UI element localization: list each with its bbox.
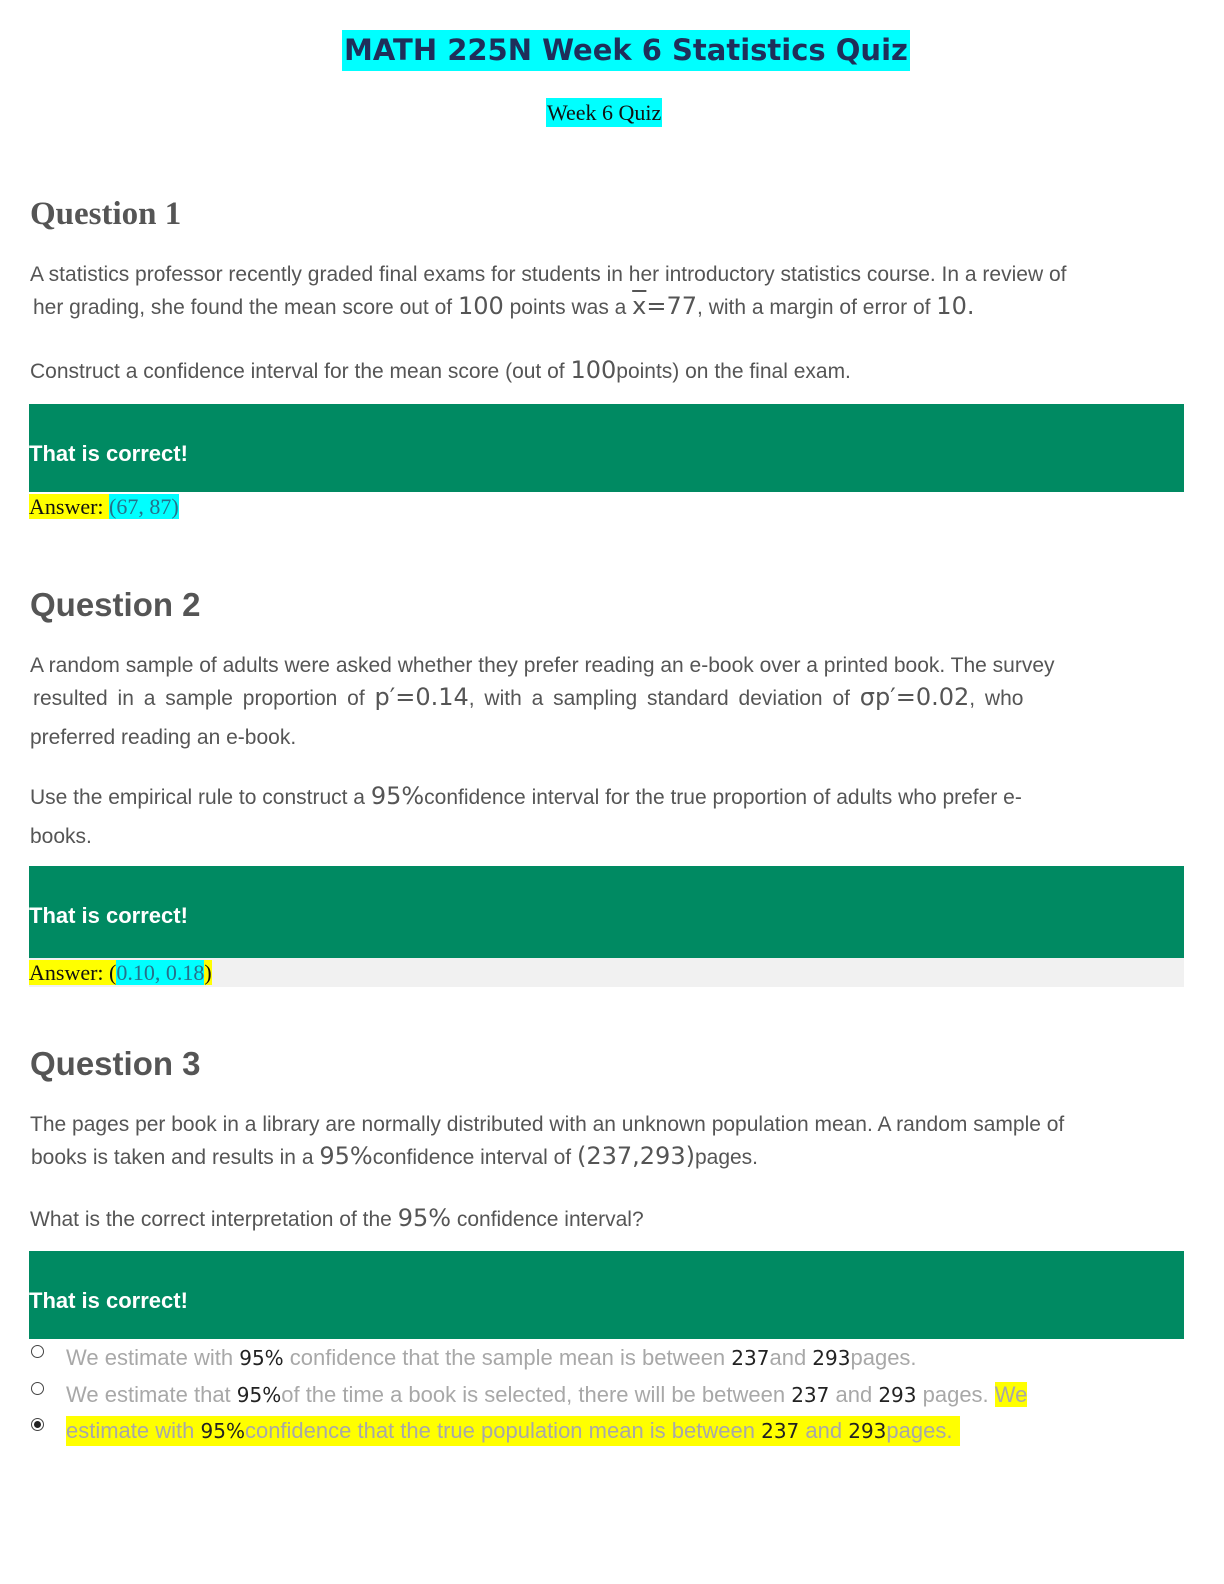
question-1-answer: Answer: (67, 87) [29, 494, 179, 519]
option-2-radio[interactable] [31, 1382, 44, 1395]
option-1-text[interactable]: We estimate with 95% confidence that the sample mean is between 237and 293pages. [66, 1345, 917, 1370]
option-3-radio-selected[interactable] [31, 1418, 44, 1431]
question-1-heading: Question 1 [30, 196, 182, 232]
question-2-feedback-banner [29, 866, 1184, 958]
option-1-radio[interactable] [31, 1345, 44, 1358]
page-subtitle: Week 6 Quiz [547, 100, 662, 125]
question-1-text-line-1: A statistics professor recently graded final exams for students in her introductory statistics course. In a review of [30, 263, 1067, 286]
question-1-text-line-2: her grading, she found the mean score out of 100 points was a $\overline{x}=77$, with a margin of error of 10. [33, 292, 975, 320]
question-3-feedback-banner [29, 1251, 1184, 1339]
question-3-feedback-text: That is correct! [29, 1288, 188, 1313]
question-2-text-line-4: Use the empirical rule to construct a 95%confidence interval for the true proportion of adults who prefer e- [30, 782, 1022, 810]
question-2-text-line-1: A random sample of adults were asked whether they prefer reading an e-book over a printed book. The survey [30, 654, 1055, 677]
question-2-heading: Question 2 [30, 586, 201, 623]
option-3-text[interactable]: estimate with 95%confidence that the true population mean is between 237 and 293pages. [66, 1416, 960, 1446]
question-3-text-line-1: The pages per book in a library are normally distributed with an unknown population mean. A random sample of [30, 1113, 1065, 1136]
question-1-feedback-banner [29, 404, 1184, 492]
question-3-text-line-2: books is taken and results in a 95%confidence interval of (237,293)pages. [31, 1142, 759, 1170]
question-1-feedback-text: That is correct! [29, 441, 188, 466]
question-2-text-line-5: books. [30, 825, 92, 848]
question-2-feedback-text: That is correct! [29, 903, 188, 928]
question-2-text-line-3: preferred reading an e-book. [30, 726, 297, 749]
question-3-heading: Question 3 [30, 1045, 201, 1082]
option-2-text[interactable]: We estimate that 95%of the time a book is selected, there will be between 237 and 293 pages. We [66, 1382, 1028, 1407]
page-title: MATH 225N Week 6 Statistics Quiz [342, 30, 910, 71]
question-2-answer: Answer: (0.10, 0.18) [29, 960, 212, 985]
question-3-text-line-3: What is the correct interpretation of the 95% confidence interval? [30, 1204, 644, 1232]
question-2-text-line-2: resulted in a sample proportion of p′=0.14, with a sampling standard deviation of σp′=0.02, who [33, 683, 1024, 711]
question-1-text-line-3: Construct a confidence interval for the mean score (out of 100points) on the final exam. [30, 356, 851, 384]
